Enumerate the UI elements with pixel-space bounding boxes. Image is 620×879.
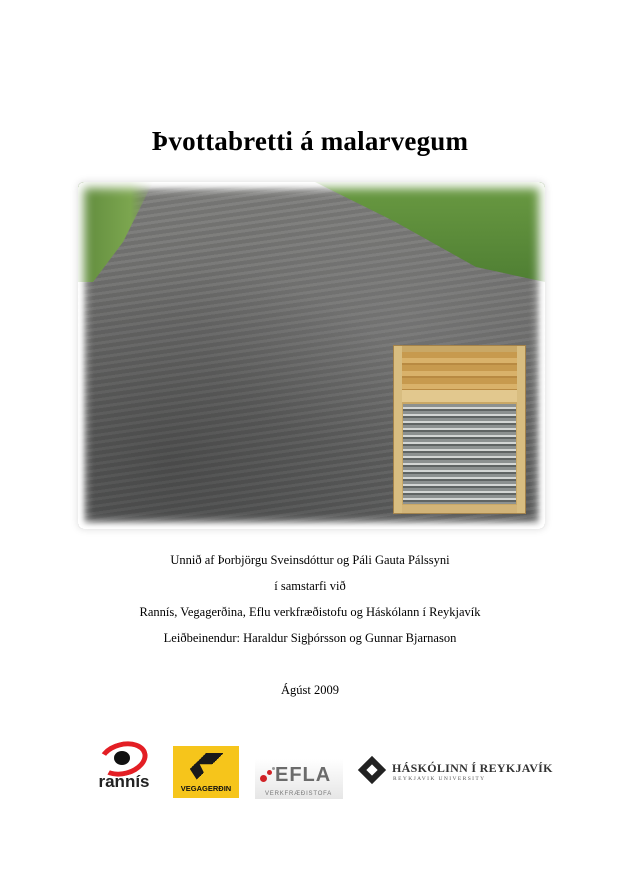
vegagerdin-road-icon <box>185 753 227 781</box>
washboard-frame-left <box>394 346 402 513</box>
reykjavik-university-logo <box>360 758 553 788</box>
rannis-logo <box>92 742 156 794</box>
vegagerdin-logo <box>173 746 239 798</box>
document-date: Ágúst 2009 <box>281 683 339 697</box>
efla-logo-subtext: VERKFRÆÐISTOFA <box>265 791 333 797</box>
washboard-wood-panel <box>402 352 517 390</box>
credits-partners: Rannís, Vegagerðina, Eflu verkfræðistofu og Háskólann í Reykjavík <box>139 605 481 619</box>
cover-photo-gravel-road <box>78 182 545 529</box>
grass-verge-right <box>315 182 545 282</box>
document-title: Þvottabretti á malarvegum <box>151 126 469 156</box>
washboard-crossbar <box>402 390 517 402</box>
washboard-inset-image <box>394 346 525 513</box>
rannis-logo-text: rannís <box>98 772 150 791</box>
washboard-frame-bottom <box>402 505 517 513</box>
credits-supervisors: Leiðbeinendur: Haraldur Sigþórsson og Gunnar Bjarnason <box>163 631 457 645</box>
washboard-frame-right <box>517 346 525 513</box>
hr-logo-text: HÁSKÓLINN Í REYKJAVÍK <box>392 761 553 775</box>
credits-collaboration: í samstarfi við <box>274 579 346 593</box>
grass-verge-left <box>78 182 153 282</box>
efla-logo <box>255 759 343 799</box>
efla-logo-text: EFLA <box>275 764 332 786</box>
vegagerdin-logo-text: VEGAGERÐIN <box>180 784 232 793</box>
efla-dots-icon <box>260 767 276 783</box>
credits-authors: Unnið af Þorbjörgu Sveinsdóttur og Páli Gauta Pálssyni <box>170 553 450 567</box>
hr-logo-subtext: REYKJAVIK UNIVERSITY <box>393 776 486 782</box>
rannis-eye-icon <box>114 751 130 765</box>
washboard-corrugated-metal <box>403 404 516 504</box>
